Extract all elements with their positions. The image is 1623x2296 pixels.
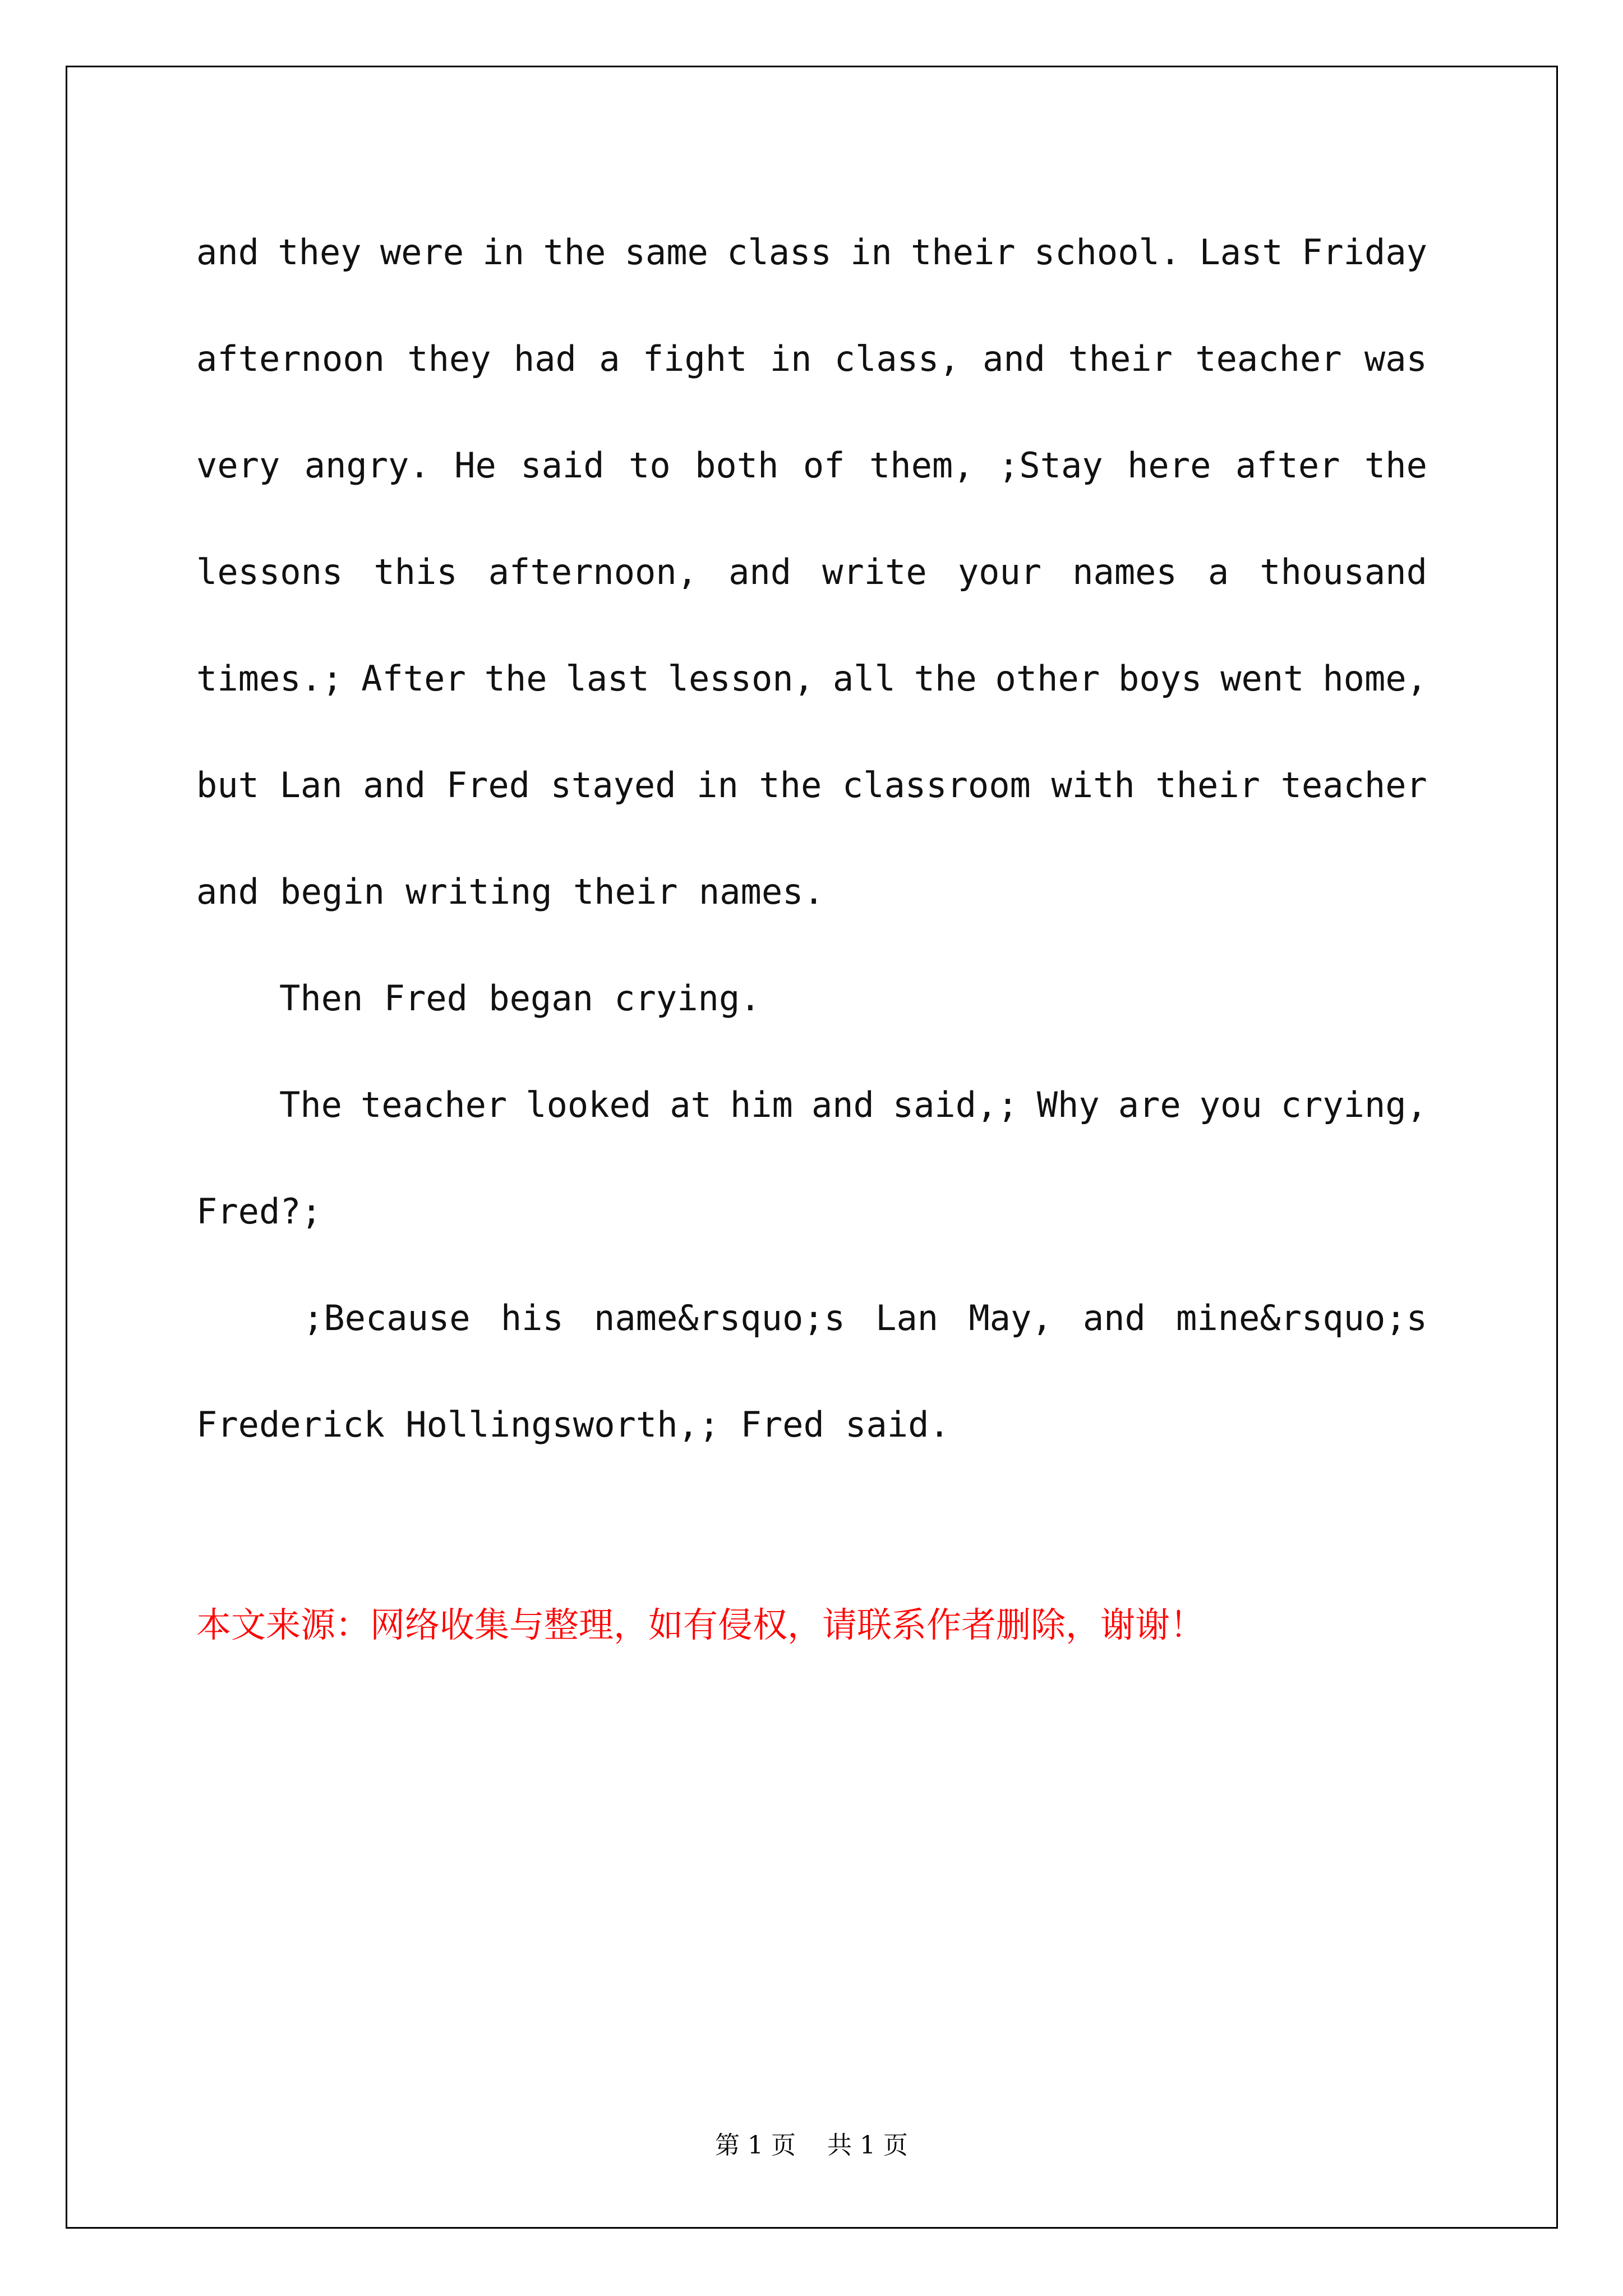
text-line (196, 230, 1427, 275)
text-word: and (196, 232, 259, 273)
text-word: afternoon (196, 338, 385, 379)
text-word: Fred (446, 765, 530, 806)
text-line (196, 1083, 1427, 1128)
text-word: very (196, 445, 280, 486)
text-word: ;Because (303, 1297, 471, 1338)
text-word: in (697, 765, 739, 806)
text-word: other (995, 658, 1100, 699)
text-word: class, (834, 338, 960, 379)
text-word: to (629, 445, 671, 486)
text-word: their (1155, 765, 1260, 806)
text-word: his (500, 1297, 564, 1338)
text-word: were (380, 232, 464, 273)
text-line: Frederick Hollingsworth,; Fred said. (196, 1404, 950, 1445)
text-word: mine&rsquo;s (1176, 1297, 1427, 1338)
text-word: Lan (279, 765, 343, 806)
text-word: their (910, 232, 1016, 273)
text-word: lessons (196, 551, 343, 592)
text-word: said,; (892, 1084, 1018, 1125)
text-word: last (565, 658, 649, 699)
text-word: fight (642, 338, 748, 379)
text-word: but (196, 765, 259, 806)
text-line (196, 443, 1427, 488)
text-line: Fred?; (196, 1191, 322, 1232)
text-word: said (520, 445, 605, 486)
text-word: He (454, 445, 496, 486)
text-word: boys (1118, 658, 1202, 699)
text-word: and (1082, 1297, 1146, 1338)
text-word: afternoon, (488, 551, 698, 592)
text-word: went (1220, 658, 1304, 699)
text-word: school. (1034, 232, 1181, 273)
text-line (196, 1296, 1427, 1341)
text-word: times.; (196, 658, 343, 699)
text-word: in (769, 338, 812, 379)
text-word: them, (869, 445, 974, 486)
text-word: home, (1322, 658, 1427, 699)
text-line: and begin writing their names. (196, 871, 824, 912)
text-word: teacher (360, 1084, 508, 1125)
text-word: thousand (1260, 551, 1427, 592)
text-word: The (279, 1084, 342, 1125)
text-word: they (278, 232, 362, 273)
text-word: this (374, 551, 458, 592)
text-word: their (1068, 338, 1173, 379)
text-word: the (759, 765, 822, 806)
text-word: him (730, 1084, 793, 1125)
text-word: classroom (842, 765, 1031, 806)
text-word: the (543, 232, 606, 273)
page-number-footer: 第 1 页 共 1 页 (715, 2131, 908, 2160)
text-word: in (850, 232, 892, 273)
text-word: and (811, 1084, 874, 1125)
text-word: and (363, 765, 426, 806)
page-border (66, 66, 1558, 2229)
text-word: Lan (875, 1297, 939, 1338)
text-word: here (1127, 445, 1211, 486)
source-disclaimer: 本文来源：网络收集与整理，如有侵权，请联系作者删除，谢谢！ (196, 1604, 1205, 1645)
text-word: write (822, 551, 927, 592)
text-word: was (1364, 338, 1427, 379)
text-word: ;Stay (998, 445, 1103, 486)
text-word: after (1235, 445, 1340, 486)
text-word: name&rsquo;s (594, 1297, 845, 1338)
text-word: teacher (1280, 765, 1427, 806)
text-line (196, 337, 1427, 381)
text-word: of (803, 445, 845, 486)
text-word: angry. (304, 445, 430, 486)
text-word: your (957, 551, 1042, 592)
text-word: lesson, (667, 658, 814, 699)
text-word: and (983, 338, 1046, 379)
text-word: teacher (1195, 338, 1342, 379)
text-word: the (1364, 445, 1427, 486)
text-word: at (670, 1084, 712, 1125)
text-word: stayed (550, 765, 676, 806)
text-word: same (624, 232, 708, 273)
text-word: Why (1036, 1084, 1100, 1125)
text-word: looked (525, 1084, 652, 1125)
text-line (196, 550, 1427, 595)
text-word: with (1051, 765, 1135, 806)
text-line: Then Fred began crying. (279, 978, 761, 1019)
text-word: the (914, 658, 977, 699)
text-word: all (832, 658, 896, 699)
text-word: Last (1199, 232, 1283, 273)
text-word: a (1207, 551, 1229, 592)
text-word: and (728, 551, 792, 592)
text-line (196, 656, 1427, 701)
text-word: had (513, 338, 577, 379)
text-word: you (1199, 1084, 1262, 1125)
text-word: Friday (1302, 232, 1427, 273)
text-word: they (407, 338, 491, 379)
text-word: are (1118, 1084, 1181, 1125)
text-word: both (695, 445, 779, 486)
text-word: May, (969, 1297, 1053, 1338)
text-word: the (484, 658, 547, 699)
text-line (196, 763, 1427, 808)
text-word: After (361, 658, 466, 699)
text-word: a (599, 338, 620, 379)
text-word: class (727, 232, 832, 273)
text-word: in (482, 232, 525, 273)
text-word: names (1072, 551, 1177, 592)
text-word: crying, (1280, 1084, 1427, 1125)
